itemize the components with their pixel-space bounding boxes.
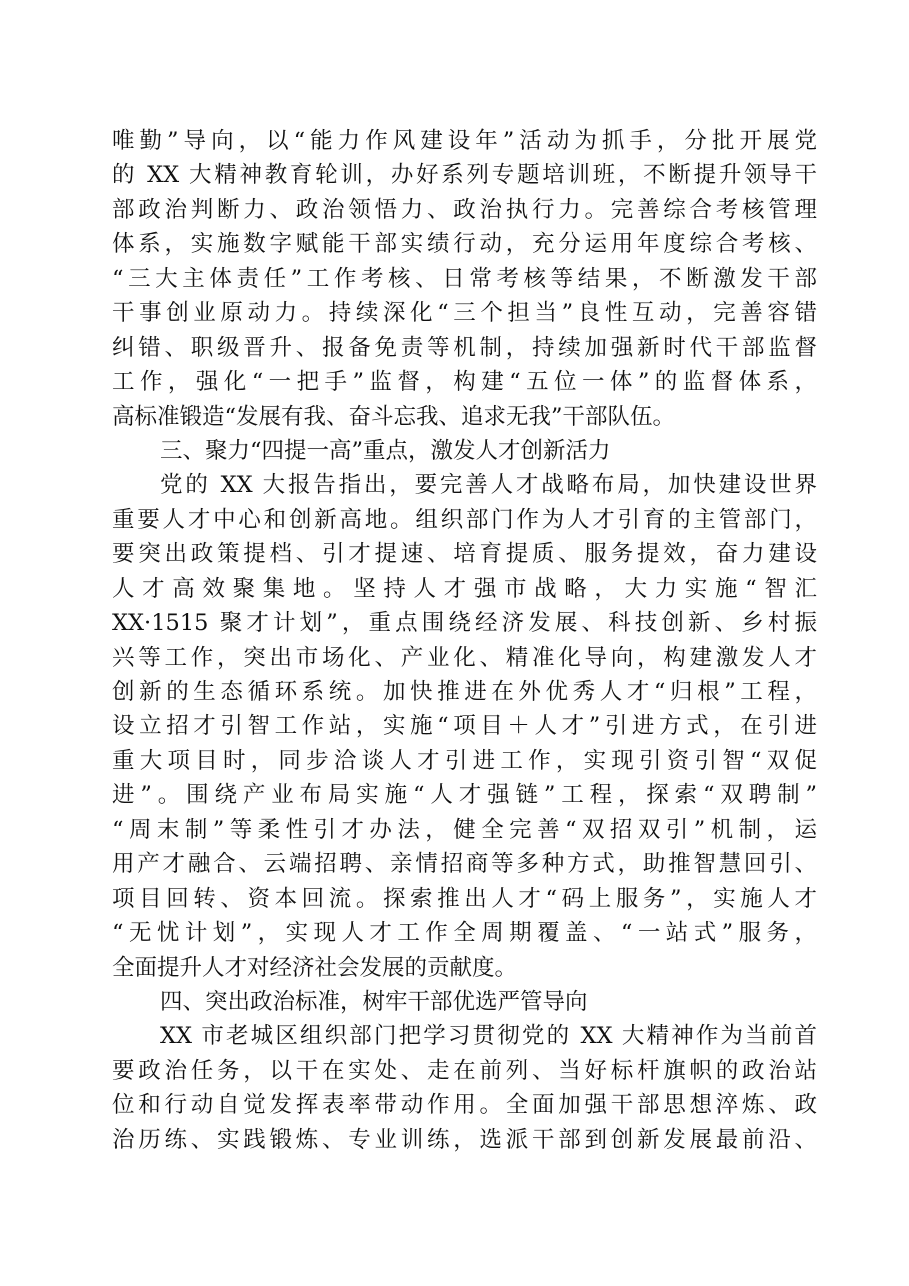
text-line: 纠错、职级晋升、报备免责等机制，持续加强新时代干部监督 [112, 334, 817, 361]
text-line: 部政治判断力、政治领悟力、政治执行力。完善综合考核管理 [112, 196, 817, 223]
text-line: 人才高效聚集地。坚持人才强市战略，大力实施“智汇 [112, 575, 817, 602]
text-line: 全面提升人才对经济社会发展的贡献度。 [112, 954, 518, 981]
text-line: 干事创业原动力。持续深化“三个担当”良性互动，完善容错 [112, 300, 817, 327]
text-line: 项目回转、资本回流。探索推出人才“码上服务”，实施人才 [112, 885, 817, 912]
text-line: 党的 XX 大报告指出，要完善人才战略布局，加快建设世界 [160, 472, 817, 499]
text-line: 要突出政策提档、引才提速、培育提质、服务提效，奋力建设 [112, 541, 817, 568]
text-line: XX 市老城区组织部门把学习贯彻党的 XX 大精神作为当前首 [160, 1023, 817, 1050]
text-line: “周末制”等柔性引才办法，健全完善“双招双引”机制，运 [112, 816, 817, 843]
text-line: 工作，强化“一把手”监督，构建“五位一体”的监督体系， [112, 369, 817, 396]
text-line: XX·1515 聚才计划”，重点围绕经济发展、科技创新、乡村振 [112, 610, 817, 637]
text-line: 创新的生态循环系统。加快推进在外优秀人才“归根”工程， [112, 679, 817, 705]
text-line: 唯勤”导向，以“能力作风建设年”活动为抓手，分批开展党 [112, 128, 817, 154]
text-line: 设立招才引智工作站，实施“项目＋人才”引进方式，在引进 [112, 713, 817, 740]
text-line: 进”。围绕产业布局实施“人才强链”工程，探索“双聘制” [112, 782, 817, 809]
section-heading: 三、聚力“四提一高”重点，激发人才创新活力 [160, 437, 611, 464]
text-line: 要政治任务，以干在实处、走在前列、当好标杆旗帜的政治站 [112, 1057, 817, 1084]
text-line: 体系，实施数字赋能干部实绩行动，充分运用年度综合考核、 [112, 231, 817, 258]
text-line: 用产才融合、云端招聘、亲情招商等多种方式，助推智慧回引、 [112, 851, 817, 878]
text-line: 重要人才中心和创新高地。组织部门作为人才引育的主管部门， [112, 506, 817, 533]
text-line: “无忧计划”，实现人才工作全周期覆盖、“一站式”服务， [112, 920, 817, 947]
text-line: 重大项目时，同步洽谈人才引进工作，实现引资引智“双促 [112, 747, 817, 774]
text-line: 的 XX 大精神教育轮训，办好系列专题培训班，不断提升领导干 [112, 162, 817, 189]
text-line: “三大主体责任”工作考核、日常考核等结果，不断激发干部 [112, 265, 817, 292]
text-line: 治历练、实践锻炼、专业训练，选派干部到创新发展最前沿、 [112, 1126, 817, 1153]
section-heading: 四、突出政治标准，树牢干部优选严管导向 [160, 988, 588, 1015]
text-line: 兴等工作，突出市场化、产业化、精准化导向，构建激发人才 [112, 644, 817, 671]
text-line: 高标准锻造“发展有我、奋斗忘我、追求无我”干部队伍。 [112, 403, 676, 430]
text-line: 位和行动自觉发挥表率带动作用。全面加强干部思想淬炼、政 [112, 1092, 817, 1119]
